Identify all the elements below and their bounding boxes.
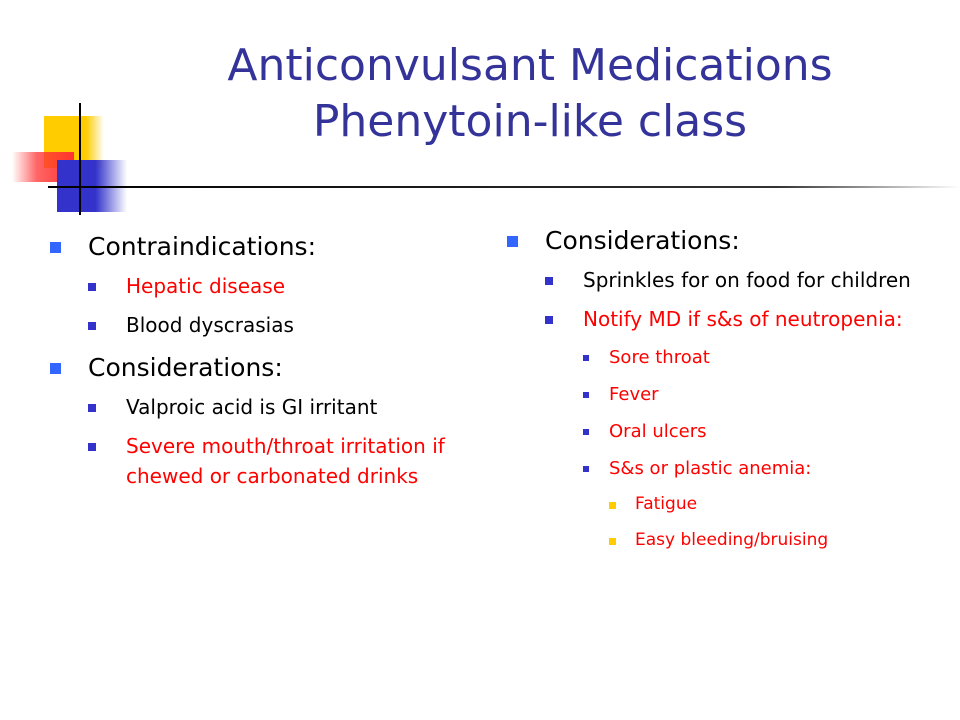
square-bullet-icon xyxy=(50,363,61,374)
square-bullet-icon xyxy=(545,277,553,285)
square-bullet-icon xyxy=(583,355,589,361)
vertical-rule xyxy=(79,103,81,215)
contraindications-label: Contraindications: xyxy=(88,232,317,261)
considerations-item xyxy=(507,222,927,553)
considerations-item xyxy=(50,349,460,491)
list-item: Fever xyxy=(583,381,927,408)
considerations-label: Considerations: xyxy=(88,353,283,382)
right-column xyxy=(507,222,927,564)
square-bullet-icon xyxy=(88,283,96,291)
list-item: Valproic acid is GI irritant xyxy=(88,392,460,422)
square-bullet-icon xyxy=(583,466,589,472)
anemia-item: S&s or plastic anemia: Fatigue Easy bleeding/bruising xyxy=(583,455,927,553)
slide-title xyxy=(130,38,930,150)
contraindications-item xyxy=(50,228,460,340)
neutropenia-item: Notify MD if s&s of neutropenia: Sore throat Fever Oral ulcers S&s or plastic anemia: Fatigue Easy bleeding/bruising xyxy=(545,304,927,553)
list-item: Sprinkles for on food for children xyxy=(545,265,927,295)
considerations-label: Considerations: xyxy=(545,226,740,255)
square-bullet-icon xyxy=(545,316,553,324)
list-item: Sore throat xyxy=(583,344,927,371)
list-item: Hepatic disease xyxy=(88,271,460,301)
square-bullet-icon xyxy=(583,392,589,398)
list-item: Severe mouth/throat irritation if chewed or carbonated drinks xyxy=(88,431,460,491)
square-bullet-icon xyxy=(88,322,96,330)
square-bullet-icon xyxy=(507,236,518,247)
title-line-2: Phenytoin-like class xyxy=(312,96,748,147)
list-item: Oral ulcers xyxy=(583,418,927,445)
square-bullet-icon xyxy=(88,443,96,451)
list-item: Easy bleeding/bruising xyxy=(609,528,927,553)
square-bullet-icon xyxy=(583,429,589,435)
list-item: Blood dyscrasias xyxy=(88,310,460,340)
square-bullet-icon xyxy=(50,242,61,253)
list-item: Fatigue xyxy=(609,492,927,517)
square-bullet-icon xyxy=(609,502,616,509)
title-rule xyxy=(48,186,960,188)
square-bullet-icon xyxy=(609,538,616,545)
left-column xyxy=(50,228,460,500)
square-bullet-icon xyxy=(88,404,96,412)
title-line-1: Anticonvulsant Medications xyxy=(227,40,833,91)
